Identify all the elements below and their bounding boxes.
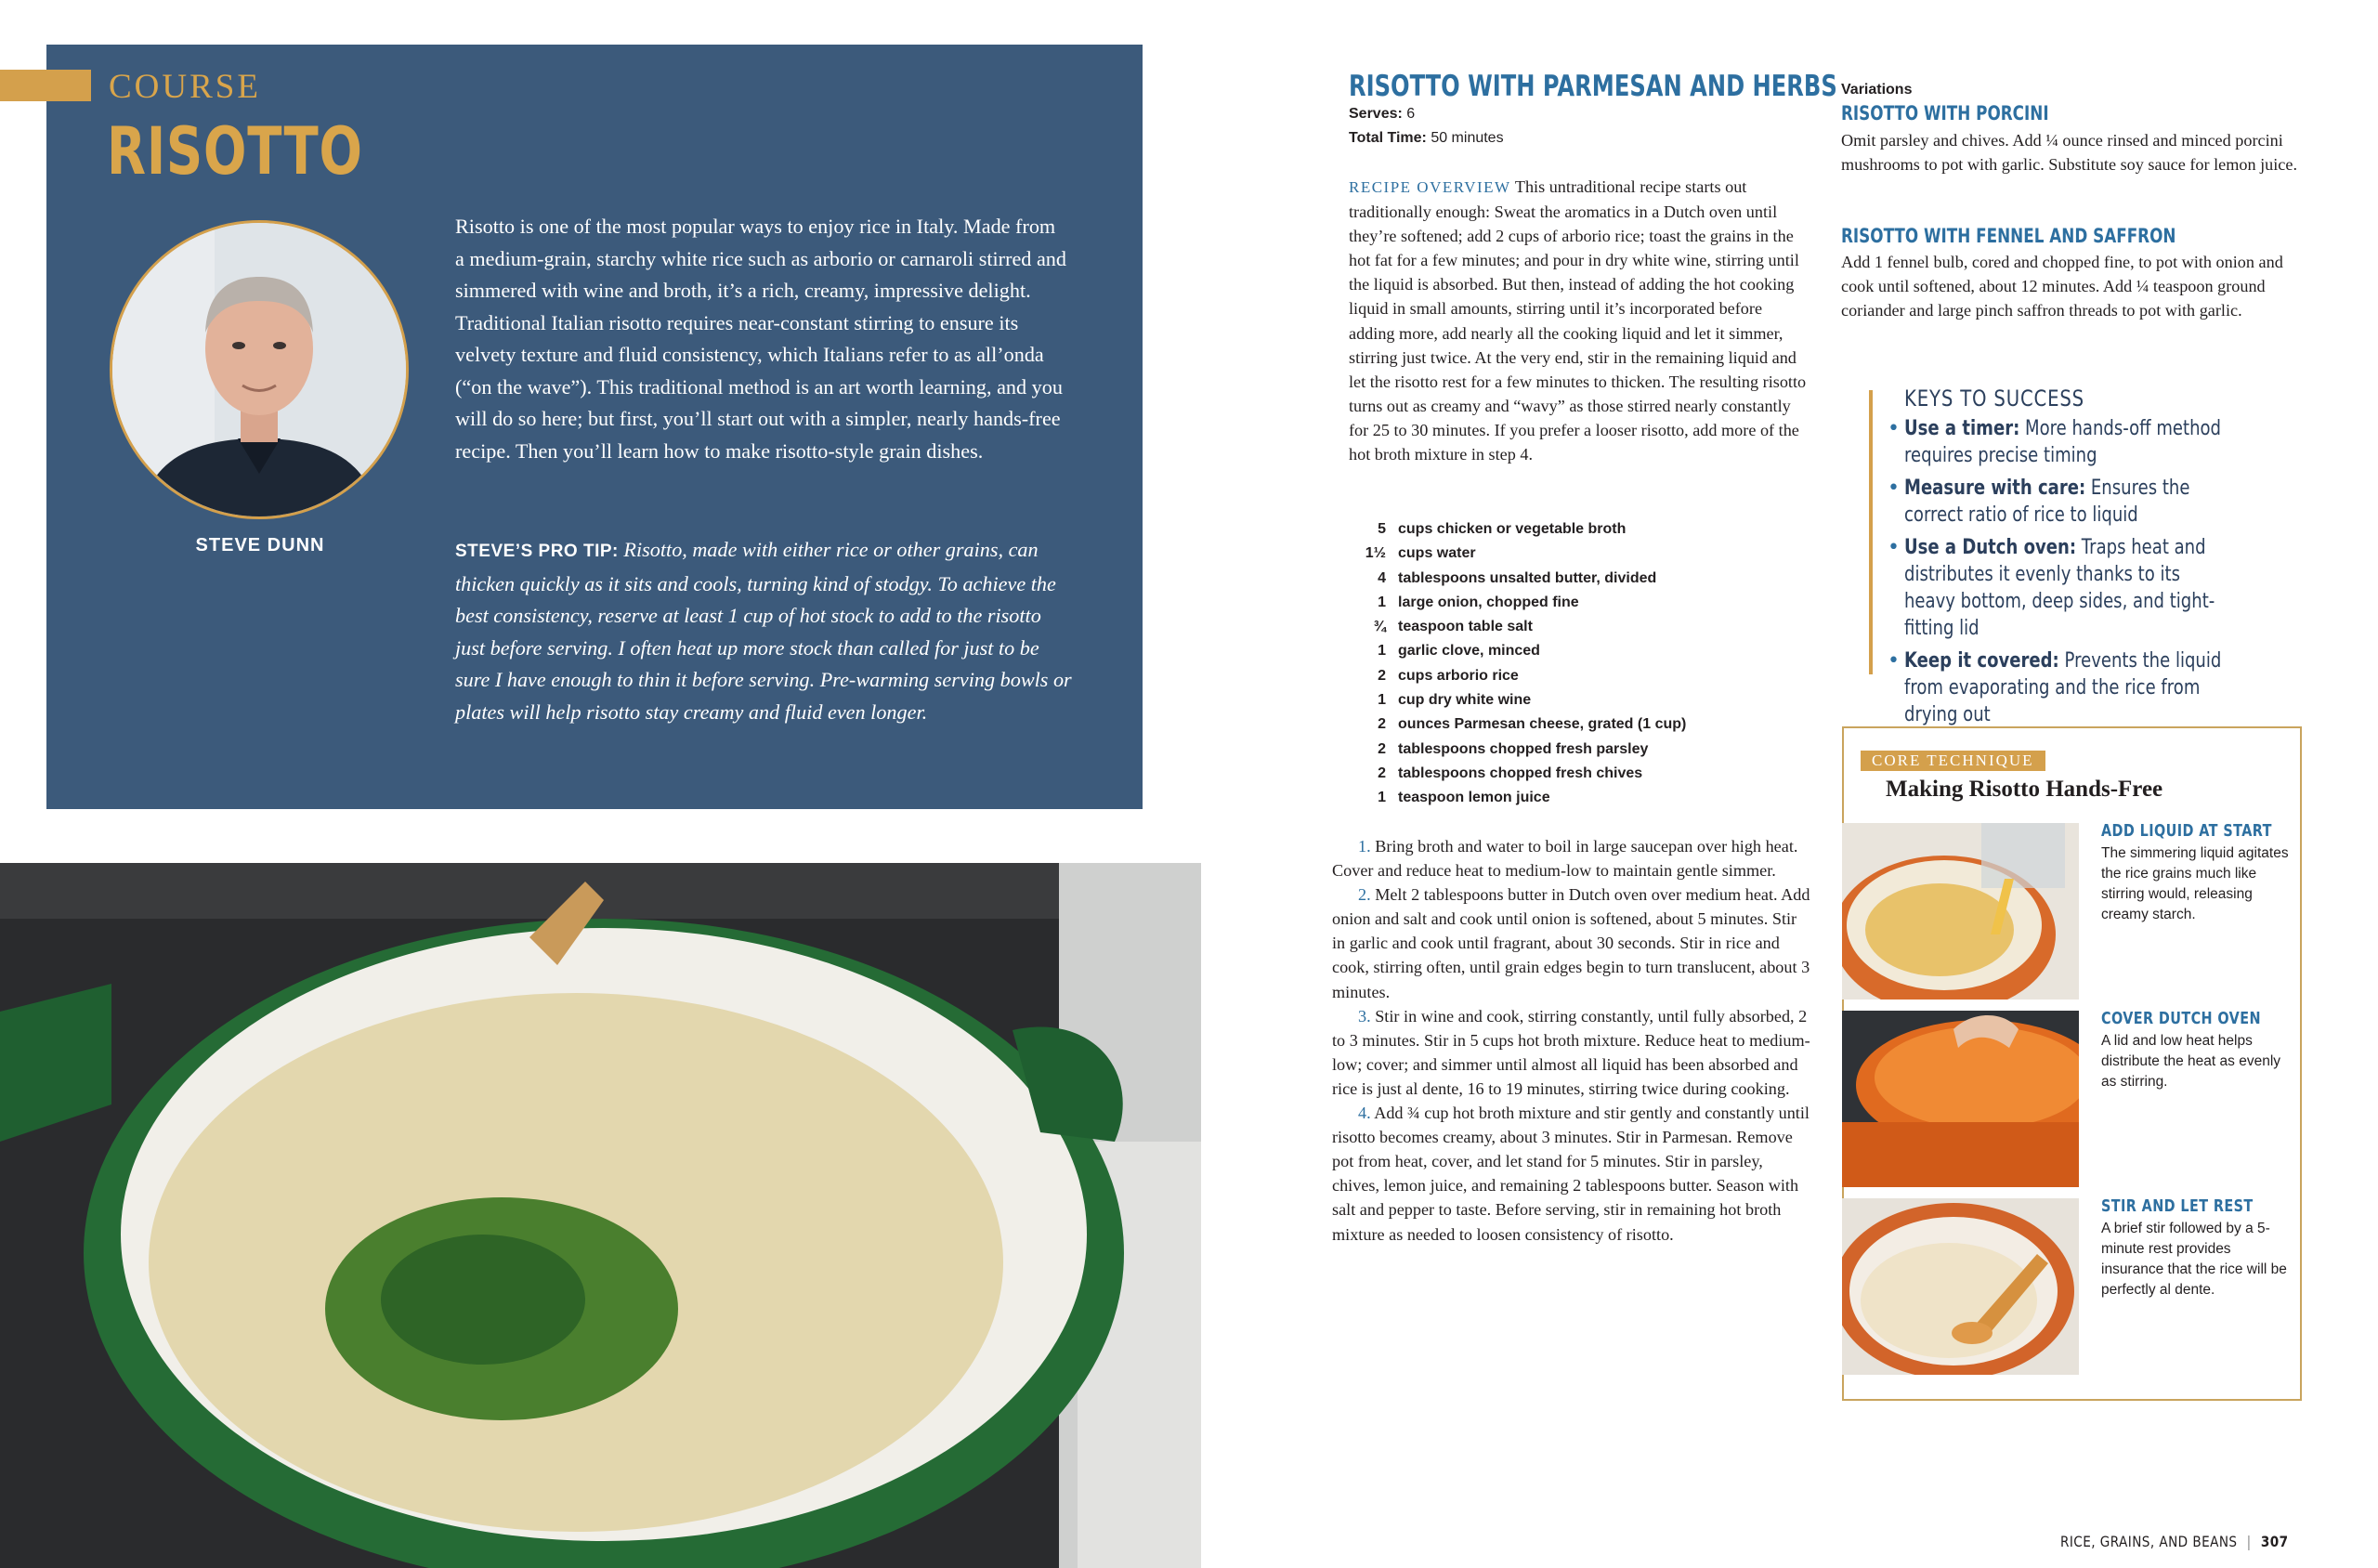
ingredient-qty: 1 <box>1378 790 1386 806</box>
technique-photo-image <box>1842 1198 2079 1375</box>
key-text: Ensures the correct ratio of rice to liquid <box>1904 477 2190 527</box>
ingredient-text: large onion, chopped fine <box>1398 594 1579 610</box>
step-number: 2. <box>1358 885 1371 905</box>
core-technique-title: Making Risotto Hands-Free <box>1886 777 2163 802</box>
ingredient-item <box>1349 712 1813 737</box>
key-label: Use a Dutch oven: <box>1904 536 2077 559</box>
recipe-step <box>1332 1004 1812 1101</box>
pro-tip <box>455 534 1073 728</box>
course-label: COURSE <box>109 68 261 106</box>
recipe-serves <box>1349 106 1415 123</box>
ingredient-item <box>1349 688 1813 712</box>
recipe-steps <box>1332 834 1812 1247</box>
author-portrait <box>110 220 409 519</box>
ingredient-item <box>1349 738 1813 762</box>
author-name: STEVE DUNN <box>195 535 325 555</box>
serves-value: 6 <box>1406 106 1416 122</box>
technique-step-title: COVER DUTCH OVEN <box>2101 1009 2261 1028</box>
keys-title: KEYS TO SUCCESS <box>1904 385 2084 412</box>
ingredient-list <box>1349 517 1813 811</box>
overview-text: This untraditional recipe starts out traditionally enough: Sweat the aromatics in a Dutch oven until they’re softened; add 2 cups of arborio rice; toast the grains in the hot fat for a few minutes; and pour in dry white wine, stirring until the liquid is absorbed. But then, instead of adding the hot cooking liquid in small amounts, stirring until it’s incorporated before adding more, add nearly all the cooking liquid and let it simmer, stirring just twice. At the very end, stir in the remaining liquid and let the risotto rest for a few minutes to thicken. The resulting risotto turns out as creamy and “wavy” as those stirred nearly constantly for 25 to 30 minutes. If you prefer a looser risotto, add more of the hot broth mixture in step 4. <box>1349 177 1807 464</box>
serves-label: Serves: <box>1349 106 1403 122</box>
ingredient-qty: 2 <box>1378 740 1386 757</box>
recipe-total-time <box>1349 130 1504 147</box>
variation-text: Add 1 fennel bulb, cored and chopped fine, to pot with onion and cook until softened, about 12 minutes. Add ¼ teaspoon ground coriander and large pinch saffron threads to pot with garlic. <box>1841 253 2283 320</box>
technique-photo-stir <box>1842 1198 2079 1375</box>
ingredient-qty: 1 <box>1378 594 1386 610</box>
ingredient-item <box>1349 591 1813 615</box>
step-text: Melt 2 tablespoons butter in Dutch oven over medium heat. Add onion and salt and cook until onion is softened, about 5 minutes. Stir in garlic and cook until fragrant, about 30 seconds. Stir in rice and cook, stirring often, until grain edges begin to turn translucent, about 3 minutes. <box>1332 885 1810 1001</box>
technique-photo-image <box>1842 1011 2079 1187</box>
ingredient-qty: 2 <box>1378 716 1386 733</box>
recipe-step <box>1332 834 1812 882</box>
footer-divider: | <box>2246 1533 2252 1550</box>
technique-step-text: A lid and low heat helps distribute the heat as evenly as stirring. <box>2101 1033 2281 1090</box>
ingredient-text: garlic clove, minced <box>1398 643 1540 660</box>
ingredient-text: cups arborio rice <box>1398 667 1519 684</box>
ingredient-qty: 5 <box>1378 521 1386 537</box>
ingredient-text: cups chicken or vegetable broth <box>1398 521 1627 537</box>
key-item <box>1888 534 2296 642</box>
step-text: Bring broth and water to boil in large saucepan over high heat. Cover and reduce heat to medium-low to maintain gentle simmer. <box>1332 837 1798 881</box>
technique-step-text: The simmering liquid agitates the rice grains much like stirring would, releasing creamy starch. <box>2101 845 2289 922</box>
step-text: Stir in wine and cook, stirring constantly, until fully absorbed, 2 to 3 minutes. Stir in 5 cups hot broth mixture. Reduce heat to medium-low; cover; and simmer until almost all liquid has been absorbed and rice is just al dente, 16 to 19 minutes, stirring twice during cooking. <box>1332 1006 1810 1098</box>
total-time-value: 50 minutes <box>1431 130 1504 146</box>
ingredient-qty: 2 <box>1378 764 1386 781</box>
page-footer <box>2060 1533 2289 1550</box>
keys-accent-bar <box>1869 390 1873 674</box>
ingredient-text: tablespoons unsalted butter, divided <box>1398 569 1657 586</box>
recipe-title: RISOTTO WITH PARMESAN AND HERBS <box>1349 70 1837 103</box>
course-accent-bar <box>0 70 91 101</box>
pro-tip-text: Risotto, made with either rice or other grains, can thicken quickly as it sits and cools, turning kind of stodgy. To achieve the best consistency, reserve at least 1 cup of hot stock to add to the risotto just before serving. I often heat up more stock than called for just to be sure I have enough to thin it before serving. Pre-warming serving bowls or plates will help risotto stay creamy and fluid even longer. <box>455 538 1072 724</box>
core-technique-tag: CORE TECHNIQUE <box>1861 751 2045 771</box>
ingredient-item <box>1349 615 1813 639</box>
ingredient-qty: 2 <box>1378 667 1386 684</box>
ingredient-text: cup dry white wine <box>1398 692 1532 709</box>
variation-title: RISOTTO WITH FENNEL AND SAFFRON <box>1841 225 2176 247</box>
key-text: Traps heat and distributes it evenly thanks to its heavy bottom, deep sides, and tight-fitting lid <box>1904 536 2215 640</box>
key-label: Keep it covered: <box>1904 649 2059 673</box>
ingredient-qty: 1 <box>1378 692 1386 709</box>
course-title: RISOTTO <box>107 113 363 189</box>
technique-photo-cover-pot <box>1842 1011 2079 1187</box>
technique-step-text: A brief stir followed by a 5-minute rest provides insurance that the rice will be perfectly al dente. <box>2101 1221 2287 1298</box>
bullet-icon: • <box>1888 649 1900 673</box>
page-number: 307 <box>2260 1533 2289 1550</box>
bullet-icon: • <box>1888 417 1900 440</box>
ingredient-item <box>1349 567 1813 591</box>
ingredient-item <box>1349 542 1813 566</box>
key-label: Use a timer: <box>1904 417 2020 440</box>
technique-step-title: STIR AND LET REST <box>2101 1196 2254 1216</box>
ingredient-text: teaspoon table salt <box>1398 619 1533 635</box>
key-label: Measure with care: <box>1904 477 2086 500</box>
variations-label: Variations <box>1841 82 1913 98</box>
section-name: RICE, GRAINS, AND BEANS <box>2060 1533 2238 1550</box>
key-text: More hands-off method requires precise timing <box>1904 417 2221 467</box>
overview-label: RECIPE OVERVIEW <box>1349 178 1511 196</box>
key-text: Prevents the liquid from evaporating and the rice from drying out <box>1904 649 2222 726</box>
step-number: 4. <box>1358 1104 1371 1123</box>
bullet-icon: • <box>1888 536 1900 559</box>
step-text: Add ¾ cup hot broth mixture and stir gently and constantly until risotto becomes creamy, about 3 minutes. Stir in Parmesan. Remove pot from heat, cover, and let stand for 5 minutes. Stir in parsley, chives, lemon juice, and remaining 2 tablespoons butter. Season with salt and pepper to taste. Before serving, stir in remaining hot broth mixture as needed to loosen consistency of risotto. <box>1332 1104 1810 1244</box>
risotto-photo <box>0 863 1201 1568</box>
total-time-label: Total Time: <box>1349 130 1427 146</box>
key-item <box>1888 647 2296 728</box>
ingredient-item <box>1349 664 1813 688</box>
key-item <box>1888 415 2296 469</box>
recipe-overview <box>1349 175 1810 466</box>
keys-list <box>1888 415 2296 734</box>
recipe-step <box>1332 882 1812 1003</box>
ingredient-item <box>1349 786 1813 810</box>
ingredient-text: teaspoon lemon juice <box>1398 790 1550 806</box>
step-number: 3. <box>1358 1006 1371 1026</box>
ingredient-item <box>1349 762 1813 786</box>
ingredient-qty: ¾ <box>1373 619 1386 635</box>
technique-photo-add-liquid <box>1842 823 2079 1000</box>
variation-text: Omit parsley and chives. Add ¼ ounce rinsed and minced porcini mushrooms to pot with garlic. Substitute soy sauce for lemon juice. <box>1841 131 2297 175</box>
key-item <box>1888 475 2296 529</box>
ingredient-item <box>1349 517 1813 542</box>
ingredient-text: tablespoons chopped fresh parsley <box>1398 740 1649 757</box>
risotto-photo-image <box>0 863 1201 1568</box>
ingredient-item <box>1349 639 1813 663</box>
ingredient-qty: 1½ <box>1365 545 1386 562</box>
step-number: 1. <box>1358 837 1371 856</box>
variation-title: RISOTTO WITH PORCINI <box>1841 102 2049 124</box>
ingredient-text: tablespoons chopped fresh chives <box>1398 764 1643 781</box>
intro-text: Risotto is one of the most popular ways to enjoy rice in Italy. Made from a medium-grain, starchy white rice such as arborio or carnaroli stirred and simmered with wine and broth, it’s a rich, creamy, impressive delight. Traditional Italian risotto requires near-constant stirring to ensure its velvety texture and fluid consistency, which Italians refer to as all’onda (“on the wave”). This traditional method is an art worth learning, and you will do so here; but first, you’ll start out with a simpler, nearly hands-free recipe. Then you’ll learn how to make risotto-style grain dishes. <box>455 215 1066 463</box>
ingredient-text: cups water <box>1398 545 1476 562</box>
pro-tip-label: STEVE’S PRO TIP: <box>455 542 619 561</box>
technique-photo-image <box>1842 823 2079 1000</box>
technique-step-title: ADD LIQUID AT START <box>2101 821 2272 841</box>
author-portrait-image <box>112 223 406 516</box>
ingredient-text: ounces Parmesan cheese, grated (1 cup) <box>1398 716 1687 733</box>
ingredient-qty: 1 <box>1378 643 1386 660</box>
recipe-step <box>1332 1101 1812 1247</box>
ingredient-qty: 4 <box>1378 569 1386 586</box>
bullet-icon: • <box>1888 477 1900 500</box>
